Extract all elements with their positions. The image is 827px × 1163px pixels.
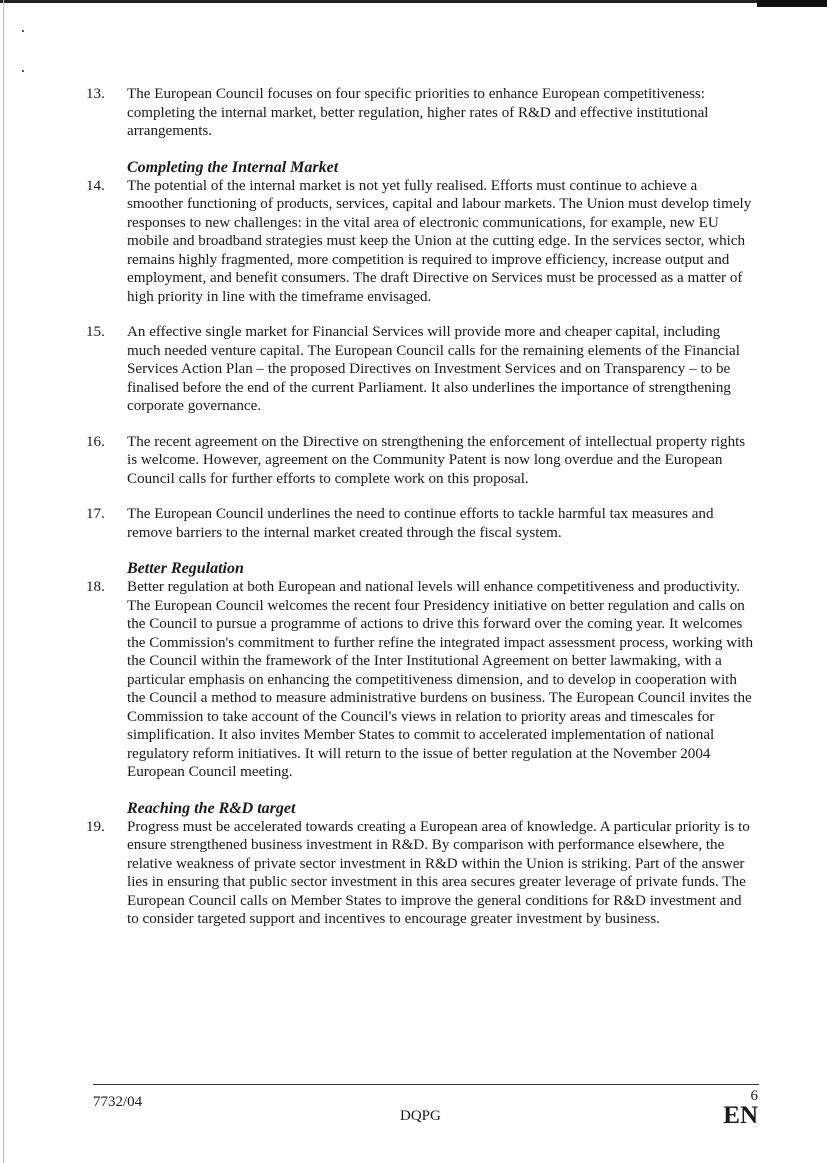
document-body (86, 85, 754, 929)
section-heading-rd-target: Reaching the R&D target (127, 799, 296, 817)
paragraph-text: The European Council focuses on four specific priorities to enhance European competitiveness: completing the internal market, better regulation, higher rates of R&D and effective institutional arrangements. (127, 86, 709, 139)
paragraph-number: 13. (86, 86, 105, 102)
paragraph-text: Progress must be accelerated towards creating a European area of knowledge. A particular priority is to ensure strengthened business investment in R&D. By comparison with performance elsewhere, the relative weakness of private sector investment in R&D within the Union is striking. Part of the answer lies in ensuring that public sector investment in this area secures greater leverage of private funds. The European Council calls on Member States to improve the general conditions for R&D investment and to consider targeted support and incentives to encourage greater investment by business. (127, 818, 750, 927)
paragraph-number: 16. (86, 433, 105, 450)
top-rule (0, 0, 827, 3)
scan-speck (22, 70, 24, 72)
page-number: 6 (750, 1088, 758, 1104)
section-heading-internal-market: Completing the Internal Market (127, 158, 339, 176)
paragraph-number: 14. (86, 177, 105, 194)
language-code: EN (723, 1102, 758, 1129)
paragraph-15 (86, 323, 754, 416)
unit-code: DQPG (400, 1108, 441, 1124)
paragraph-text: An effective single market for Financial Services will provide more and cheaper capital, including much needed venture capital. The European Council calls for the remaining elements of the Financial Services Action Plan – the proposed Directives on Investment Services and on Transparency – to be finalised before the end of the current Parliament. It also underlines the importance of strengthening corporate governance. (127, 324, 740, 414)
left-margin-rule (3, 0, 4, 1163)
paragraph-16 (86, 433, 754, 489)
paragraph-text: Better regulation at both European and national levels will enhance competitiveness and productivity. The European Council welcomes the recent four Presidency initiative on better regulation and calls on the Council to pursue a programme of actions to drive this forward over the coming year. It welcomes the Commission's commitment to further refine the integrated impact assessment process, working with the Council within the framework of the Inter Institutional Agreement on better lawmaking, with a particular emphasis on enhancing the competitiveness dimension, and to develop in cooperation with the Council a method to measure administrative burdens on business. The European Council invites the Commission to take account of the Council's views in relation to priority areas and timescales for simplification. It also invites Member States to commit to accelerated implementation of national regulatory reform initiatives. It will return to the issue of better regulation at the November 2004 European Council meeting. (127, 579, 754, 780)
paragraph-19 (86, 818, 754, 929)
top-rule-heavy (757, 0, 827, 7)
paragraph-number: 19. (86, 818, 105, 835)
section-heading-better-regulation: Better Regulation (127, 560, 244, 577)
paragraph-14 (86, 177, 754, 307)
paragraph-number: 18. (86, 579, 105, 595)
paragraph-number: 15. (86, 324, 105, 340)
paragraph-text: The recent agreement on the Directive on strengthening the enforcement of intellectual property rights is welcome. However, agreement on the Community Patent is now long overdue and the European Council calls for further efforts to complete work on this proposal. (127, 433, 746, 487)
paragraph-number: 17. (86, 506, 105, 522)
document-reference: 7732/04 (93, 1094, 143, 1110)
paragraph-text: The potential of the internal market is not yet fully realised. Efforts must continue to achieve a smoother functioning of products, services, capital and labour markets. The Union must develop timely responses to new challenges: in the vital area of electronic communications, for example, new EU mobile and broadband strategies must keep the Union at the cutting edge. In the services sector, which remains highly fragmented, more competition is required to improve efficiency, increase output and employment, and benefit consumers. The draft Directive on Services must be processed as a matter of high priority in line with the timeframe envisaged. (127, 177, 752, 305)
scan-speck (22, 30, 24, 32)
footer-rule (93, 1084, 759, 1085)
paragraph-13 (86, 85, 754, 141)
paragraph-18 (86, 578, 754, 782)
paragraph-17 (86, 505, 754, 542)
paragraph-text: The European Council underlines the need to continue efforts to tackle harmful tax measures and remove barriers to the internal market created through the fiscal system. (127, 506, 714, 541)
